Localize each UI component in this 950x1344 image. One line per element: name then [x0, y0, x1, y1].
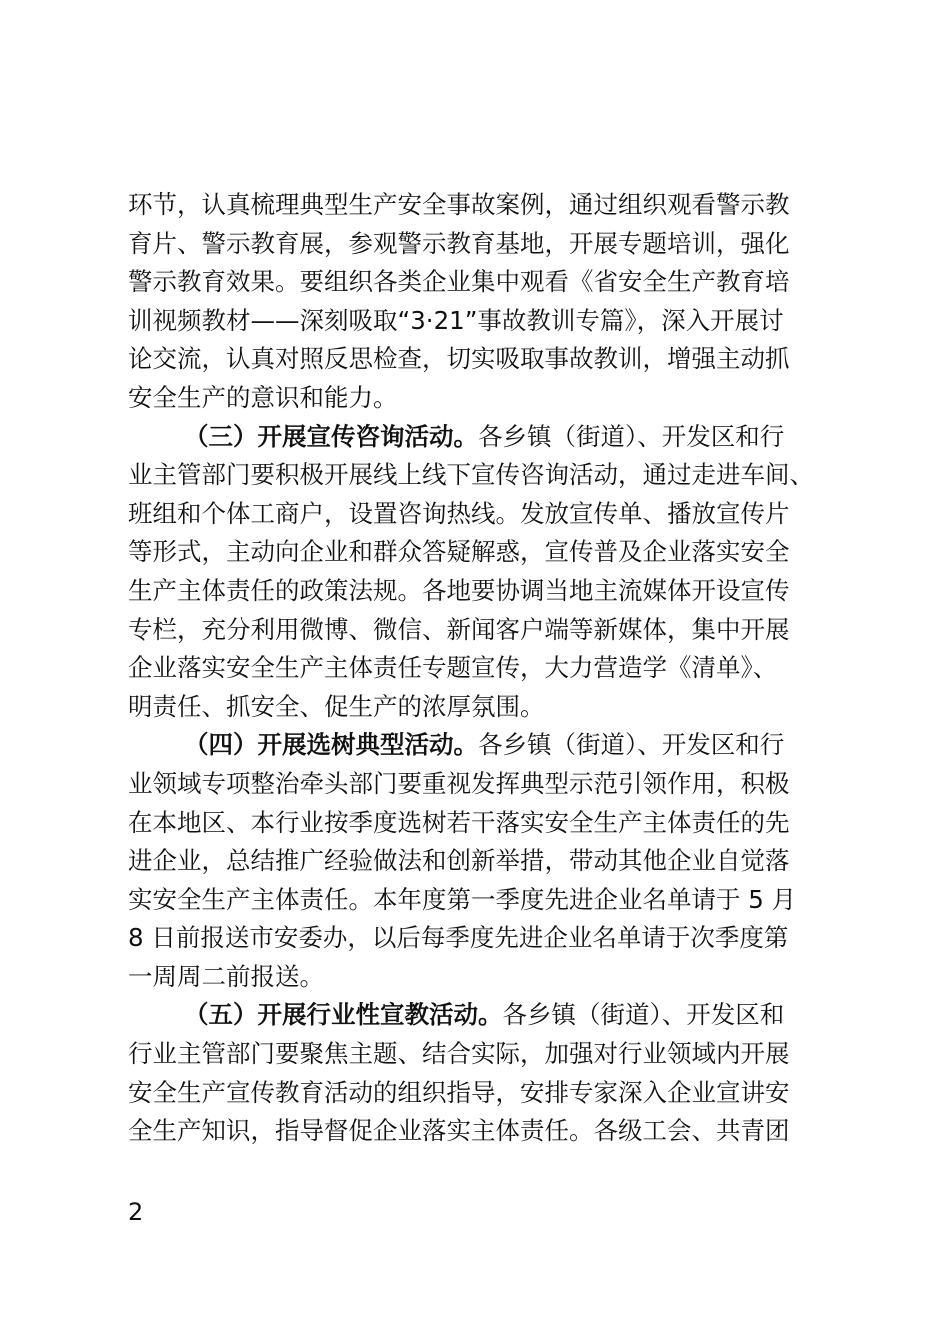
text-line: 班组和个体工商户，设置咨询热线。发放宣传单、播放宣传片 — [128, 498, 790, 528]
text-line: 企业落实安全生产主体责任专题宣传，大力营造学《清单》、 — [128, 653, 778, 683]
text-line: 育片、警示教育展，参观警示教育基地，开展专题培训，强化 — [128, 228, 790, 258]
paragraph-heading: （三）开展宣传咨询活动。 — [184, 421, 478, 451]
text-line — [128, 726, 844, 765]
text-line: 业主管部门要积极开展线上线下宣传咨询活动，通过走进车间、 — [128, 460, 814, 490]
text-line: 行业主管部门要聚焦主题、结合实际，加强对行业领域内开展 — [128, 1039, 790, 1069]
paragraph-heading: （五）开展行业性宣教活动。 — [184, 1000, 503, 1030]
page-number: 2 — [128, 1198, 144, 1226]
paragraph-warning-education — [128, 186, 844, 418]
text-line: 一周周二前报送。 — [128, 961, 324, 991]
text-line: 等形式，主动向企业和群众答疑解惑，宣传普及企业落实安全 — [128, 537, 790, 567]
text-line: 全生产知识，指导督促企业落实主体责任。各级工会、共青团 — [128, 1116, 790, 1146]
text-line: 论交流，认真对照反思检查，切实吸取事故教训，增强主动抓 — [128, 344, 790, 374]
text-line: 安全生产宣传教育活动的组织指导，安排专家深入企业宣讲安 — [128, 1077, 790, 1107]
text-line: 进企业，总结推广经验做法和创新举措，带动其他企业自觉落 — [128, 846, 790, 876]
text-line — [128, 996, 844, 1035]
text-line: 8 日前报送市安委办，以后每季度先进企业名单请于次季度第 — [128, 923, 789, 953]
paragraph-industry-education — [128, 996, 844, 1150]
text-line: 在本地区、本行业按季度选树若干落实安全生产主体责任的先 — [128, 807, 790, 837]
text-segment: 各乡镇（街道）、开发区和行 — [478, 421, 785, 451]
text-segment: 各乡镇（街道）、开发区和行 — [478, 730, 785, 760]
text-line: 安全生产的意识和能力。 — [128, 382, 398, 412]
text-segment: 各乡镇（街道）、开发区和 — [502, 1000, 785, 1030]
paragraph-publicity-consulting — [128, 418, 844, 727]
text-line: 环节，认真梳理典型生产安全事故案例，通过组织观看警示教 — [128, 190, 790, 219]
text-line: 训视频教材——深刻吸取“3·21”事故教训专篇》，深入开展讨 — [128, 305, 784, 335]
text-line: 警示教育效果。要组织各类企业集中观看《省安全生产教育培 — [128, 267, 790, 297]
body-text — [128, 186, 844, 1151]
text-line — [128, 418, 844, 457]
paragraph-model-selection — [128, 726, 844, 996]
text-line: 明责任、抓安全、促生产的浓厚氛围。 — [128, 691, 545, 721]
text-line: 实安全生产主体责任。本年度第一季度先进企业名单请于 5 月 — [128, 884, 797, 914]
text-line: 专栏，充分利用微博、微信、新闻客户端等新媒体，集中开展 — [128, 614, 790, 644]
text-line: 业领域专项整治牵头部门要重视发挥典型示范引领作用，积极 — [128, 768, 790, 798]
paragraph-heading: （四）开展选树典型活动。 — [184, 730, 478, 760]
text-line: 生产主体责任的政策法规。各地要协调当地主流媒体开设宣传 — [128, 575, 790, 605]
